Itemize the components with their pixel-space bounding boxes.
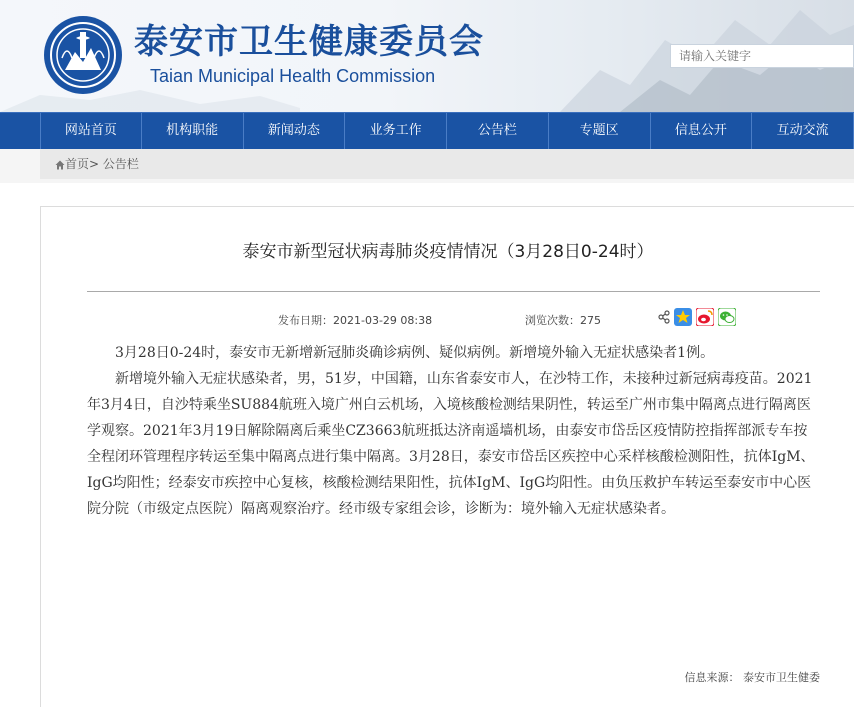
nav-item-business[interactable]: 业务工作 xyxy=(345,113,447,150)
breadcrumb-home[interactable]: 首页 xyxy=(65,157,90,171)
nav-item-disclosure[interactable]: 信息公开 xyxy=(651,113,753,150)
site-subtitle: Taian Municipal Health Commission xyxy=(150,66,436,86)
article-source: 信息来源： 泰安市卫生健委 xyxy=(684,671,820,684)
search-box xyxy=(670,44,854,68)
article-title: 泰安市新型冠状病毒肺炎疫情情况（3月28日0-24时） xyxy=(242,242,654,262)
nav-item-notices[interactable]: 公告栏 xyxy=(447,113,549,150)
view-count: 浏览次数：275 xyxy=(525,314,601,327)
search-input[interactable] xyxy=(671,45,839,67)
title-divider xyxy=(87,291,820,292)
share-icon[interactable] xyxy=(658,308,670,326)
logo-emblem[interactable] xyxy=(42,14,124,96)
share-bar xyxy=(658,308,736,326)
breadcrumb-bar xyxy=(0,149,854,183)
site-header xyxy=(0,0,854,112)
nav-item-interaction[interactable]: 互动交流 xyxy=(752,113,854,150)
home-icon xyxy=(55,160,65,170)
article-body xyxy=(87,340,821,522)
breadcrumb xyxy=(40,149,854,179)
nav-item-functions[interactable]: 机构职能 xyxy=(142,113,244,150)
wechat-icon[interactable] xyxy=(718,308,736,326)
publish-date: 发布日期：2021-03-29 08:38 xyxy=(278,314,433,327)
breadcrumb-current[interactable]: 公告栏 xyxy=(102,157,139,171)
article-paragraph: 新增境外输入无症状感染者，男，51岁，中国籍，山东省泰安市人，在沙特工作，未接种过新冠病毒疫苗。2021年3月4日，自沙特乘坐SU884航班入境广州白云机场，入境核酸检测结果阴性，转运至广州市集中隔离点进行隔离医学观察。2021年3月19日解除隔离后乘坐CZ3663航班抵达济南遥墙机场，由泰安市岱岳区疫情防控指挥部派专车按全程闭环管理程序转运至集中隔离点进行集中隔离。3月28日，泰安市岱岳区疾控中心采样核酸检测阳性，抗体IgM、IgG均阳性；经泰安市疾控中心复核，核酸检测结果阳性，抗体IgM、IgG均阳性。由负压救护车转运至泰安市中心医院分院（市级定点医院）隔离观察治疗。经市级专家组会诊，诊断为：境外输入无症状感染者。 xyxy=(87,371,815,517)
site-title: 泰安市卫生健康委员会 xyxy=(134,22,484,62)
article-paragraph: 3月28日0-24时，泰安市无新增新冠肺炎确诊病例、疑似病例。新增境外输入无症状感染者1例。 xyxy=(115,345,715,361)
nav-item-topics[interactable]: 专题区 xyxy=(549,113,651,150)
qzone-icon[interactable] xyxy=(674,308,692,326)
main-nav xyxy=(0,112,854,149)
breadcrumb-separator: > xyxy=(89,157,100,171)
article-panel xyxy=(40,206,854,707)
nav-item-news[interactable]: 新闻动态 xyxy=(244,113,346,150)
nav-item-home[interactable]: 网站首页 xyxy=(40,113,142,150)
weibo-icon[interactable] xyxy=(696,308,714,326)
